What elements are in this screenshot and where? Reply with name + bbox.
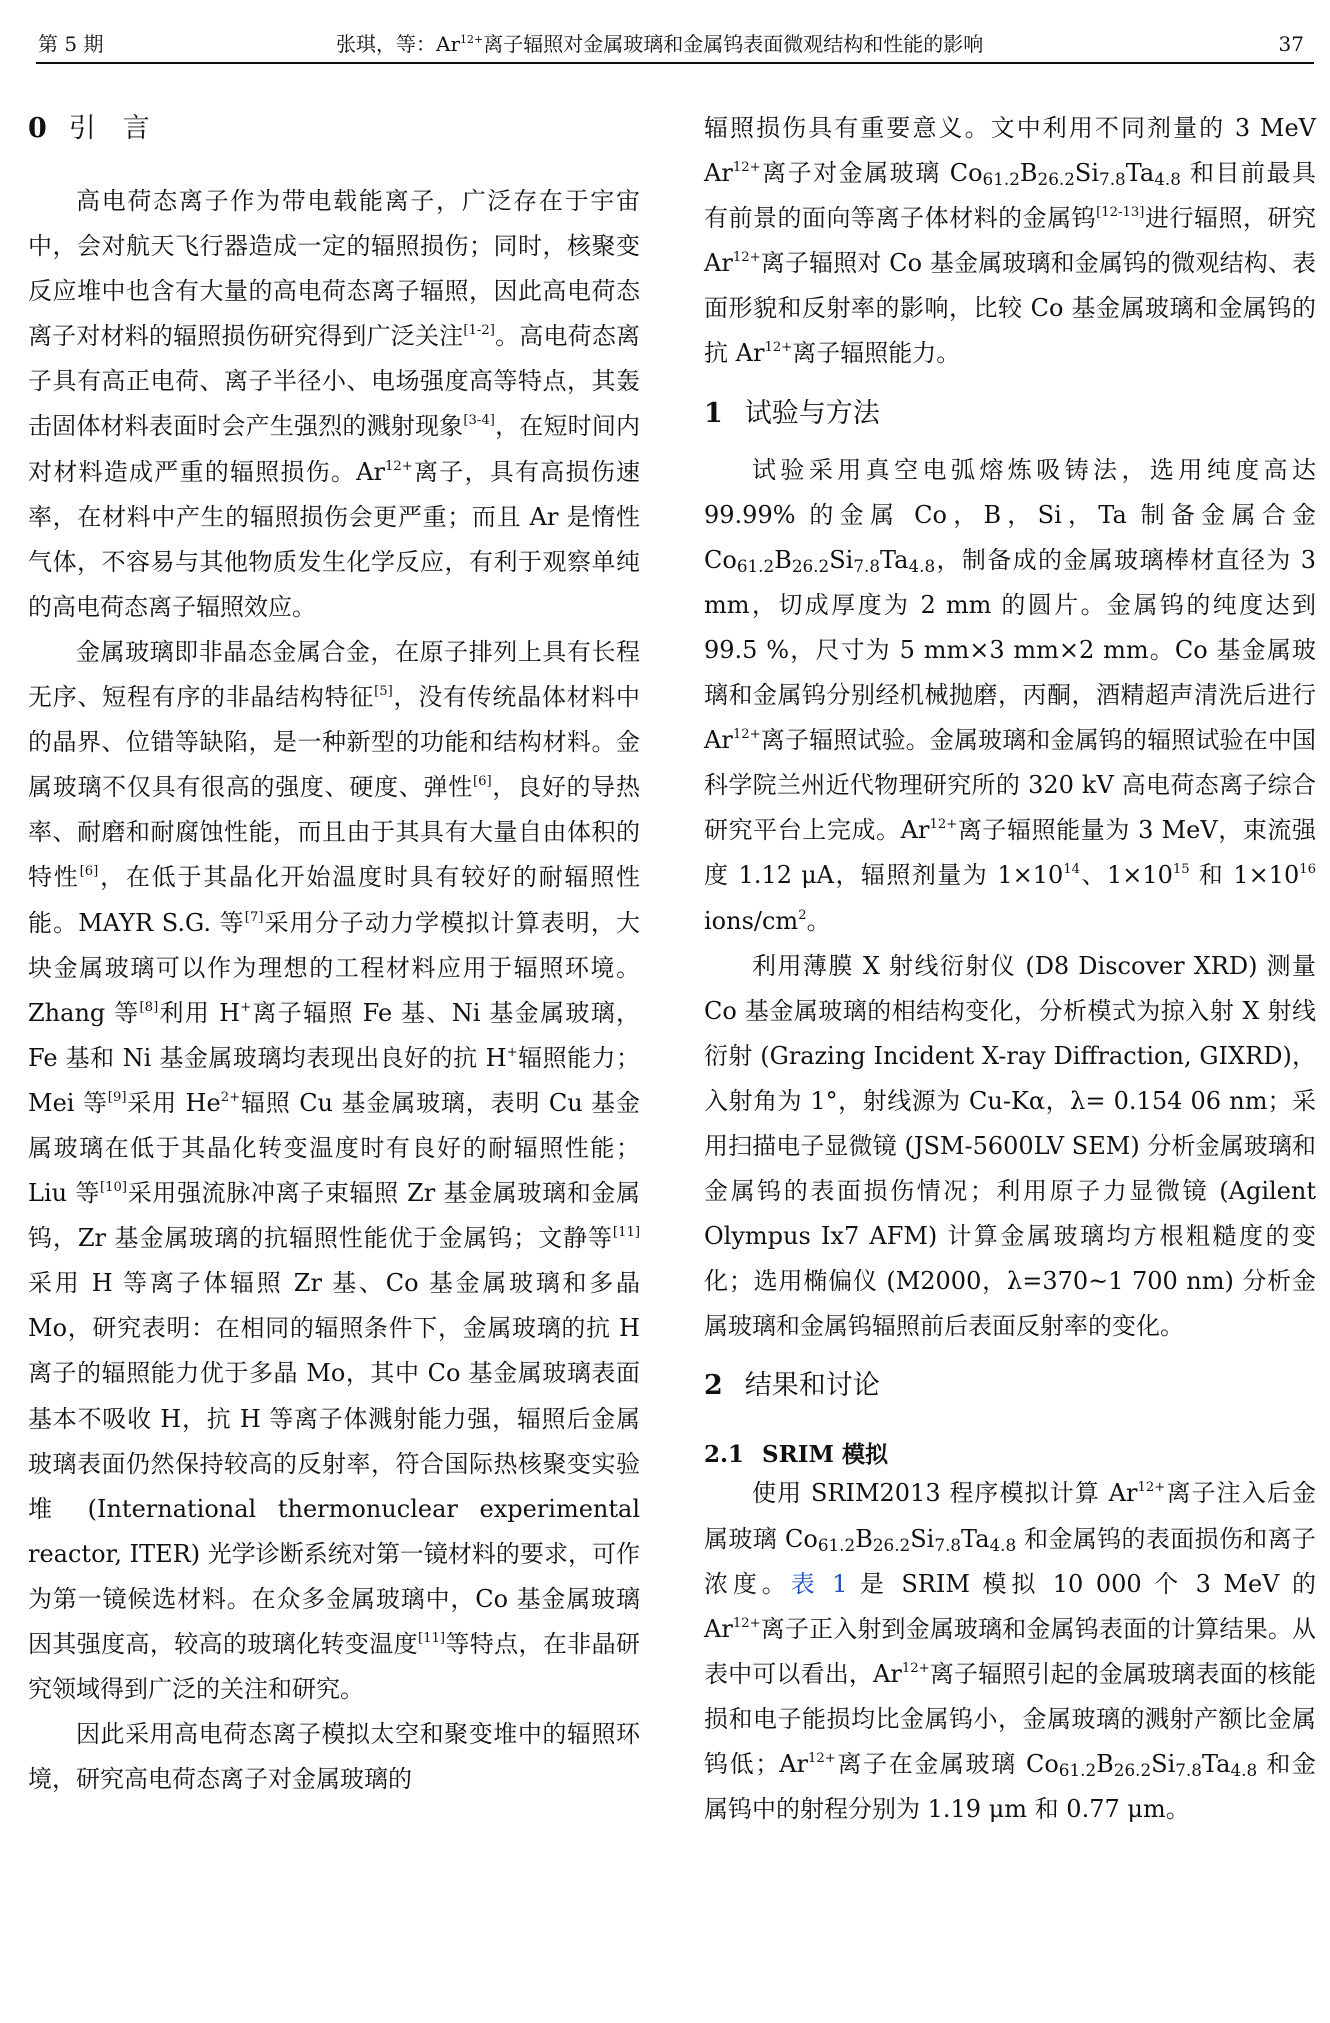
intro-paragraph-3-start: 因此采用高电荷态离子模拟太空和聚变堆中的辐照环境，研究高电荷态离子对金属玻璃的 xyxy=(28,1720,640,1794)
left-column xyxy=(28,106,640,1802)
section-heading-results: 2 结果和讨论 xyxy=(704,1370,880,1402)
section-heading-methods: 1 试验与方法 xyxy=(704,397,880,429)
intro-paragraph-1: 高电荷态离子作为带电载能离子，广泛存在于宇宙中，会对航天飞行器造成一定的辐照损伤；同时，核聚变反应堆中也含有大量的高电荷态离子辐照，因此高电荷态离子对材料的辐照损伤研究得到广泛关注[1-2]。高电荷态离子具有高正电荷、离子半径小、电场强度高等特点，其轰击固体材料表面时会产生强烈的溅射现象[3-4]，在短时间内对材料造成严重的辐照损伤。$Ar^{12+}$离子，具有高损伤速率，在材料中产生的辐照损伤会更严重；而且 Ar 是惰性气体，不容易与其他物质发生化学反应，有利于观察单纯的高电荷态离子辐照效应。 xyxy=(28,187,641,621)
intro-paragraph-2: 金属玻璃即非晶态金属合金，在原子排列上具有长程无序、短程有序的非晶结构特征[5]，没有传统晶体材料中的晶界、位错等缺陷，是一种新型的功能和结构材料。金属玻璃不仅具有很高的强度、硬度、弹性[6]，良好的导热率、耐磨和耐腐蚀性能，而且由于其具有大量自由体积的特性[6]，在低于其晶化开始温度时具有较好的耐辐照性能。MAYR S.G. 等[7]采用分子动力学模拟计算表明，大块金属玻璃可以作为理想的工程材料应用于辐照环境。Zhang 等[8]利用 H+离子辐照 Fe 基、Ni 基金属玻璃，Fe 基和 Ni 基金属玻璃均表现出良好的抗 H+辐照能力；Mei 等[9]采用 $He^{2+}$辐照 Cu 基金属玻璃，表明 Cu 基金属玻璃在低于其晶化转变温度时有良好的耐辐照性能；Liu 等[10]采用强流脉冲离子束辐照 Zr 基金属玻璃和金属钨，Zr 基金属玻璃的抗辐照性能优于金属钨；文静等[11]采用 H 等离子体辐照 Zr 基、Co 基金属玻璃和多晶 Mo，研究表明：在相同的辐照条件下，金属玻璃的抗 H 离子的辐照能力优于多晶 Mo，其中 Co 基金属玻璃表面基本不吸收 H，抗 H 等离子体溅射能力强，辐照后金属玻璃表面仍然保持较高的反射率，符合国际热核聚变实验堆 (International thermonuclear experimental reactor, ITER) 光学诊断系统对第一镜材料的要求，可作为第一镜候选材料。在众多金属玻璃中，Co 基金属玻璃因其强度高，较高的玻璃化转变温度[11]等特点，在非晶研究领域得到广泛的关注和研究。 xyxy=(28,637,641,1704)
journal-issue: 第 5 期 xyxy=(38,32,104,56)
running-title: 张琪，等：$Ar^{12+}$离子辐照对金属玻璃和金属钨表面微观结构和性能的影响 xyxy=(336,32,984,56)
subsection-heading-srim: 2.1 SRIM 模拟 xyxy=(704,1441,888,1469)
section-heading-introduction: 0 引 言 xyxy=(28,113,150,144)
methods-paragraph-2: 利用薄膜 X 射线衍射仪 (D8 Discover XRD) 测量 Co 基金属玻璃的相结构变化，分析模式为掠入射 X 射线衍射 (Grazing Incident X-ray Diffraction, GIXRD)，入射角为 1°，射线源为 Cu-Kα，λ= 0.154 06 nm；采用扫描电子显微镜 (JSM-5600LV SEM) 分析金属玻璃和金属钨的表面损伤情况；利用原子力显微镜 (Agilent Olympus Ix7 AFM) 计算金属玻璃均方根粗糙度的变化；选用椭偏仪 (M2000，λ=370~1 700 nm) 分析金属玻璃和金属钨辐照前后表面反射率的变化。 xyxy=(704,951,1316,1341)
right-column xyxy=(704,106,1316,1832)
methods-paragraph-1: 试验采用真空电弧熔炼吸铸法，选用纯度高达 99.99% 的金属 Co，B，Si，Ta 制备金属合金 $Co_{61.2}B_{26.2}Si_{7.8}Ta_{4.8}$，制备成的金属玻璃棒材直径为 3 mm，切成厚度为 2 mm 的圆片。金属钨的纯度达到 99.5 %，尺寸为 5 mm×3 mm×2 mm。Co 基金属玻璃和金属钨分别经机械抛磨，丙酮，酒精超声清洗后进行 $Ar^{12+}$离子辐照试验。金属玻璃和金属钨的辐照试验在中国科学院兰州近代物理研究所的 320 kV 高电荷态离子综合研究平台上完成。$Ar^{12+}$离子辐照能量为 3 MeV，束流强度 1.12 μA，辐照剂量为 $1\times 10^{14}$、$1\times 10^{15}$ 和 $1\times 10^{16}$ ions/$cm^2$。 xyxy=(704,455,1317,935)
table-1-link[interactable]: 表 1 xyxy=(790,1569,848,1598)
page-number: 37 xyxy=(1278,32,1304,56)
srim-paragraph-1: 使用 SRIM2013 程序模拟计算 $Ar^{12+}$离子注入后金属玻璃 $Co_{61.2}B_{26.2}Si_{7.8}Ta_{4.8}$ 和金属钨的表面损伤和离子浓度。表 1 是 SRIM 模拟 10 000 个 3 MeV 的 $Ar^{12+}$离子正入射到金属玻璃和金属钨表面的计算结果。从表中可以看出，$Ar^{12+}$离子辐照引起的金属玻璃表面的核能损和电子能损均比金属钨小，金属玻璃的溅射产额比金属钨低；$Ar^{12+}$离子在金属玻璃 $Co_{61.2}B_{26.2}Si_{7.8}Ta_{4.8}$ 和金属钨中的射程分别为 1.19 μm 和 0.77 μm。 xyxy=(704,1479,1317,1824)
intro-paragraph-3-continued: 辐照损伤具有重要意义。文中利用不同剂量的 3 MeV $Ar^{12+}$离子对金属玻璃 $Co_{61.2}B_{26.2}Si_{7.8}Ta_{4.8}$ 和目前最具有前景的面向等离子体材料的金属钨[12-13]进行辐照，研究 $Ar^{12+}$离子辐照对 Co 基金属玻璃和金属钨的微观结构、表面形貌和反射率的影响，比较 Co 基金属玻璃和金属钨的抗 $Ar^{12+}$离子辐照能力。 xyxy=(704,114,1317,368)
running-header xyxy=(36,30,1314,64)
